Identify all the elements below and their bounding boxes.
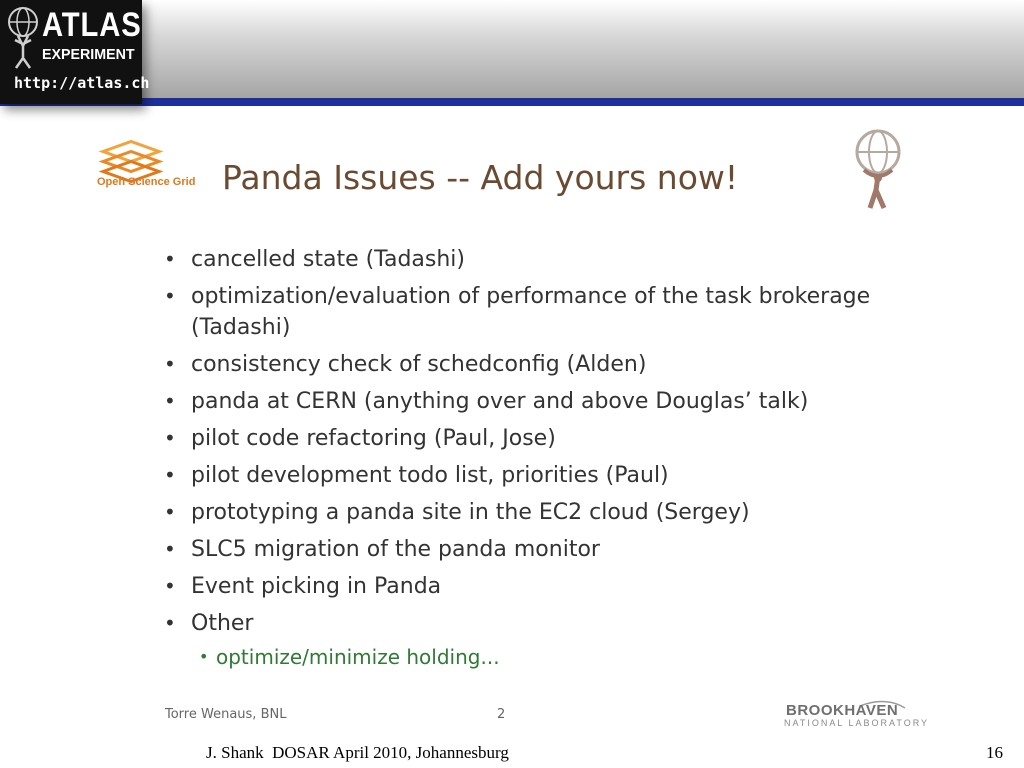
bullet-item bbox=[164, 571, 884, 602]
bullet-item bbox=[164, 497, 884, 528]
atlas-logo bbox=[0, 0, 150, 104]
bullet-icon: • bbox=[164, 611, 176, 635]
bullet-icon: • bbox=[164, 500, 176, 524]
sub-bullet-list bbox=[191, 643, 884, 671]
bullet-item bbox=[164, 281, 884, 343]
bullet-icon: • bbox=[164, 426, 176, 450]
bullet-text: SLC5 migration of the panda monitor bbox=[191, 537, 600, 562]
bullet-icon: • bbox=[164, 574, 176, 598]
sub-bullet-text: optimize/minimize holding... bbox=[216, 645, 500, 669]
atlas-logo-subtitle: EXPERIMENT bbox=[42, 46, 135, 63]
bullet-icon: • bbox=[164, 284, 176, 308]
slide-title: Panda Issues -- Add yours now! bbox=[222, 158, 739, 197]
bullet-text: pilot code refactoring (Paul, Jose) bbox=[191, 426, 556, 451]
bullet-icon: • bbox=[164, 247, 176, 271]
bullet-text: panda at CERN (anything over and above Douglas’ talk) bbox=[191, 389, 809, 414]
bullet-text: prototyping a panda site in the EC2 cloud (Sergey) bbox=[191, 500, 750, 525]
atlas-logo-url: http://atlas.ch bbox=[14, 74, 150, 92]
bnl-logo-name: BROOKHAVEN bbox=[786, 702, 899, 719]
bullet-list bbox=[164, 244, 884, 677]
bullet-text: cancelled state (Tadashi) bbox=[191, 247, 466, 272]
bullet-item bbox=[164, 534, 884, 565]
header-band bbox=[0, 0, 1024, 100]
bullet-icon: • bbox=[164, 389, 176, 413]
sub-bullet-item bbox=[191, 643, 884, 671]
bullet-text: pilot development todo list, priorities (Paul) bbox=[191, 463, 669, 488]
slide-footer-page: 2 bbox=[497, 707, 506, 722]
sub-bullet-icon: • bbox=[199, 647, 209, 666]
atlas-logo-word: ATLAS bbox=[42, 6, 142, 44]
bullet-text: Other bbox=[191, 611, 254, 636]
bullet-icon: • bbox=[164, 537, 176, 561]
bullet-item bbox=[164, 460, 884, 491]
bullet-text: Event picking in Panda bbox=[191, 574, 442, 599]
page-number: 16 bbox=[986, 743, 1003, 762]
bullet-item bbox=[164, 423, 884, 454]
bullet-text: consistency check of schedconfig (Alden) bbox=[191, 352, 647, 377]
bullet-item bbox=[164, 386, 884, 417]
bullet-icon: • bbox=[164, 352, 176, 376]
bnl-logo-subtitle: NATIONAL LABORATORY bbox=[784, 718, 930, 728]
bullet-icon: • bbox=[164, 463, 176, 487]
bullet-item bbox=[164, 244, 884, 275]
atlas-statue-icon bbox=[846, 128, 910, 212]
header-rule bbox=[0, 98, 1024, 106]
bullet-item bbox=[164, 349, 884, 380]
bullet-text: optimization/evaluation of performance of the task brokerage (Tadashi) bbox=[191, 284, 871, 340]
atlas-globe-icon bbox=[6, 6, 40, 70]
footer-text: J. Shank DOSAR April 2010, Johannesburg bbox=[206, 743, 509, 762]
slide-footer-author: Torre Wenaus, BNL bbox=[165, 707, 287, 722]
bullet-item bbox=[164, 608, 884, 671]
osg-logo-text: Open Science Grid bbox=[97, 176, 196, 188]
